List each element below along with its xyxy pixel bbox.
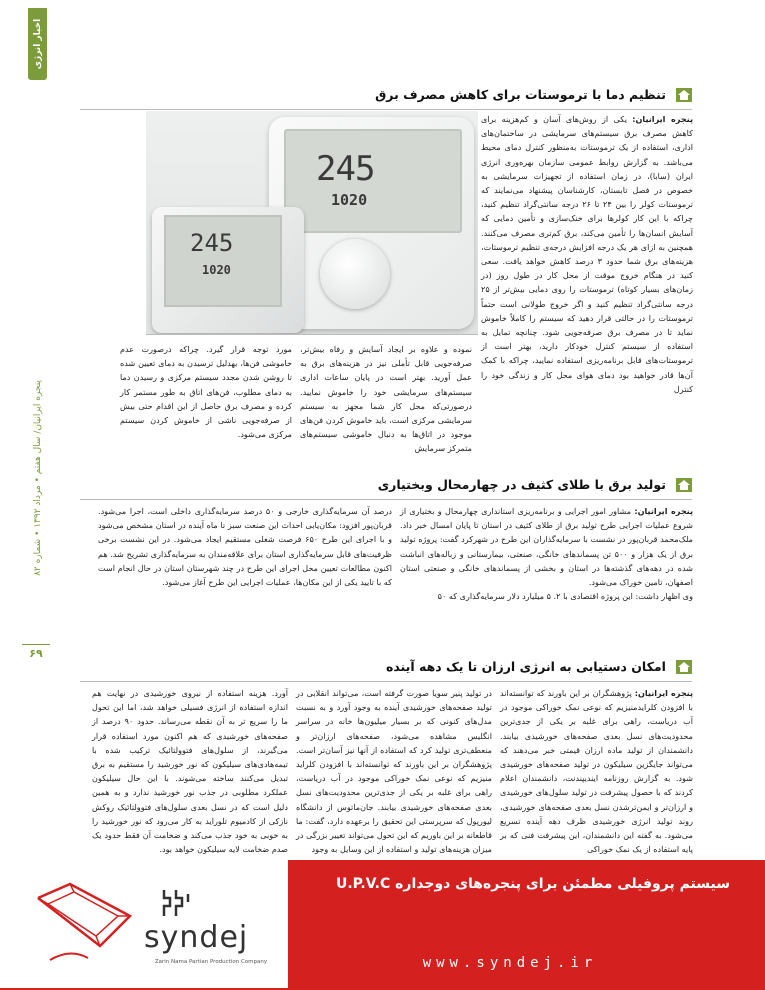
thermostat-back-temperature: 245 [316,149,375,189]
article1-header [80,84,692,110]
article2-column-right [400,504,693,614]
article1-column-right [481,112,693,442]
ad-brand-name: syndej [144,920,249,955]
article1-body-right: یکی از روش‌های آسان و کم‌هزینه برای کاهش مصرف برق سیستم‌های سرمایشی در ساختمان‌های اداری، استفاده از یک ترموستات به‌منظور کنترل دمای محیط می‌باشد. به گزارش روابط عمومی سازمان بهره‌وری انرژی ایران (سابا)، در زمان استفاده از تجهیزات سرمایشی به خصوص در فصل تابستان، کارشناسان پیشنهاد می‌نمایند که ترموستات کولر را بین ۲۴ تا ۲۶ درجه سانتی‌گراد تنظیم کنید، چراکه با این کار کولرها برای خنک‌سازی و تأمین دمایی که آسایش انسان‌ها را تأمین می‌کند، برق کم‌تری مصرف می‌کنند. همچنین به ازای هر یک درجه افزایش درجه‌ی تنظیم ترموستات، هزینه‌های برق شما حدود ۳ درصد کاهش خواهد یافت. سعی کنید در هنگام خروج موقت از محل کار در طول روز (در زمان‌های بسیار کوتاه) ترموستات را روی دمایی بیش‌تر از ۲۵ درجه سانتی‌گراد تنظیم کنید و اگر خروج طولانی است حتماً ترموستات را در حالتی قرار دهید که سیستم را کاملاً خاموش نماید تا در مصرف برق صرفه‌جویی شود. چنانچه تمایل به استفاده از سیستم کنترل خودکار دارید، بهتر است از ترموستات‌های قابل برنامه‌ریزی استفاده نمایید، چراکه با کمک آن‌ها قادر خواهید بود دمای هوای محل کار و زندگی خود را کنترل [481,114,693,394]
issue-line [30,318,46,638]
section-tab[interactable] [28,8,47,80]
article2-body-right: مشاور امور اجرایی و برنامه‌ریزی استانداری چهارمحال و بختیاری از شروع عملیات اجرایی طرح تولید برق از طلای کثیف در استان تا پایان امسال خبر داد. ملک‌محمد قربان‌پور در نشست با سرمایه‌گذاران این طرح در شهرکرد گفت: پروژه تولید برق از یک هزار و ۵۰۰ تن پسماندهای خانگی، صنعتی، بیمارستانی و زباله‌های انباشت شده در دهه‌های گذشته‌ها در استان و بخشی از پسماندهای خانگی و صنعتی استان اصفهان، تامین خوراک می‌شود. [400,506,693,588]
thermostat-photo [146,111,478,335]
article3-lead: پنجره ایرانیان: [634,688,693,698]
window-sketch-icon [30,876,140,966]
thermostat-front-readout: 1020 [202,263,231,277]
article2-body-right-end: وی اظهار داشت: این پروژه اقتصادی با ۲. ۵ میلیارد دلار سرمایه‌گذاری که ۵۰ [437,591,693,602]
ad-website-link[interactable]: www.syndej.ir [422,955,598,971]
ad-brand-subtitle: Zarin Nama Partian Production Company [154,959,268,965]
article2-column-left [98,504,392,614]
article3-column-left [92,686,288,856]
house-bullet-icon [676,660,692,674]
section-tab-label: اخبار انرژی [32,18,43,70]
article3-body-middle: در تولید پنیر سویا صورت گرفته است، می‌تواند انقلابی در تولید صفحه‌های خورشیدی آینده به وجود آورد و به نسبت مدل‌های کنونی که بر بسیار میلیون‌ها خانه در سراسر انگلیس مشاهده می‌شود، صفحه‌های ارزان‌تر و منعطف‌تری تولید کرد که استفاده از آنها نیز آسان‌تر است. پژوهشگران بر این باورند که توانسته‌اند با افزودن کلراید منیزیم که نوعی نمک خوراکی موجود در آب دریاست، راهی برای غلبه بر یکی از جدی‌ترین محدودیت‌های نسل بعدی صفحه‌های خورشیدی بیابند. جان‌ماتوس از دانشگاه لیورپول که سرپرستی این تحقیق را برعهده دارد، گفت: ما قاطعانه بر این باوریم که این تحول می‌تواند تغییر بزرگی در میزان هزینه‌های تولید و استفاده از این وسایل به وجود [296,688,492,855]
article3-column-middle [296,686,492,856]
house-bullet-icon [676,478,692,492]
article3-title: امکان دستیابی به انرژی ارزان تا یک دهه آینده [380,659,666,674]
article1-lead: پنجره ایرانیان: [632,114,693,124]
thermostat-back-readout: 1020 [331,191,368,209]
issue-line-text: پنجره ایرانیان/ سال هفتم • مرداد ۱۳۹۲ • شماره ۸۲ [33,380,43,576]
house-bullet-icon [676,88,692,102]
article3-body-right: پژوهشگران بر این باورند که توانسته‌اند با افزودن کلرایدمنیزیم که نوعی نمک خوراکی موجود در آب دریاست، راهی برای غلبه بر یکی از جدی‌ترین محدودیت‌های نسل بعدی صفحه‌های خورشیدی بیابند. دانشمندان از تولید ماده ارزان قیمتی خبر می‌دهند که می‌تواند جایگزین سیلیکون در تولید صفحه‌های خورشیدی شود. به گزارش روزنامه ایندیپندنت، دانشمندان اعلام کردند که با حصول پیشرفت در تولید سلول‌های خورشیدی و ارزان‌تر و ایمن‌ترشدن نسل بعدی صفحه‌های خورشیدی، روند تولید انرژی خورشیدی ظرف دهه آینده تسریع می‌شود. به گفته این دانشمندان، این پیشرفت فنی که بر پایه استفاده از یک نمک خوراکی [500,688,693,855]
article3-header [80,656,692,682]
article2-header [80,474,692,500]
page-number: ۶۹ [22,644,50,664]
thermostat-dial [320,239,390,309]
article1-column-middle [300,342,472,454]
article2-body-left: درصد آن سرمایه‌گذاری خارجی و ۵۰ درصد سرمایه‌گذاری داخلی است، اجرا می‌شود. قربان‌پور افزود: مکان‌یابی احداث این صنعت سبز تا ماه آینده در استان مشخص می‌شود و با اجرای این طرح ۶۵۰ فرصت شغلی مستقیم ایجاد می‌شود. در این نشست برخی ظرفیت‌های قابل سرمایه‌گذاری استان برای علاقه‌مندان به سرمایه‌گذاری تشریح شد. هم اکنون مطالعات تعیین محل اجرای این طرح در چند شهرستان استان در حال انجام است که با تایید یکی از این مکان‌ها، عملیات اجرایی این طرح آغاز می‌شود. [98,506,392,588]
article3-body-left: آورد. هزینه استفاده از نیروی خورشیدی در نهایت هم اندازه استفاده از انرژی فسیلی خواهد شد، اما این تحول ما را سریع تر به آن نقطه می‌رساند. حدود ۹۰ درصد از صفحه‌های خورشیدی که هم اکنون مورد استفاده قرار می‌گیرند، از سلول‌های فتوولتائیک ترکیب شده با تیمه‌هادی‌های سیلیکون که نور خورشید را مستقیم به برق تبدیل می‌کنند ساخته می‌شوند. با این حال سیلیکون عملکرد مطلوبی در جذب نور خورشید ندارد و به همین دلیل است که در نسل بعدی سلول‌های فتوولتائیک روکش نازکی از کادمیوم تلوراید به کار می‌رود که نور خورشید را به خوبی به خود جذب می‌کند و ضخامت آن فقط حدود یک صدم ضخامت لایه سیلیکون خواهد بود. [92,688,289,855]
thermostat-front-temperature: 245 [190,229,234,257]
article1-body-middle: نموده و علاوه بر ایجاد آسایش و رفاه بیش‌تر، صرفه‌جویی قابل تأملی نیز در هزینه‌های برق به عمل آورید. بهتر است در پایان ساعات اداری سیستم‌های سرمایشی خود را خاموش نمایید. درصورتی‌که محل کار شما مجهز به سیستم سرمایشی مرکزی است، باید خاموش کردن فن‌های موجود در اتاق‌ها به دنبال خاموشی سیستم‌های متمرکز سرمایش [300,344,472,454]
article2-title: تولید برق با طلای کثیف در چهارمحال وبختیاری [372,477,666,492]
ad-tagline: سیستم پروفیلی مطمئن برای پنجره‌های دوجداره U.P.V.C [335,876,730,892]
article1-column-left [120,342,292,442]
syndej-logo-icon [160,888,194,918]
article3-column-right [500,686,693,856]
article1-title: تنظیم دما با ترموستات برای کاهش مصرف برق [369,87,666,102]
article2-lead: پنجره ایرانیان: [634,506,693,516]
article1-body-left: مورد توجه قرار گیرد. چراکه درصورت عدم خاموشی فن‌ها، بهدلیل ترسیدن به دمای تعیین شده تا روشن شدن مجدد سیستم مرکزی و رسیدن دما به دمای مطلوب، فن‌های اتاق به طور مستمر کار کرده و مصرف برق حاصل از این اقدام حتی بیش از صرفه‌جویی ناشی از خاموش کردن سیستم مرکزی می‌شود. [120,344,292,440]
